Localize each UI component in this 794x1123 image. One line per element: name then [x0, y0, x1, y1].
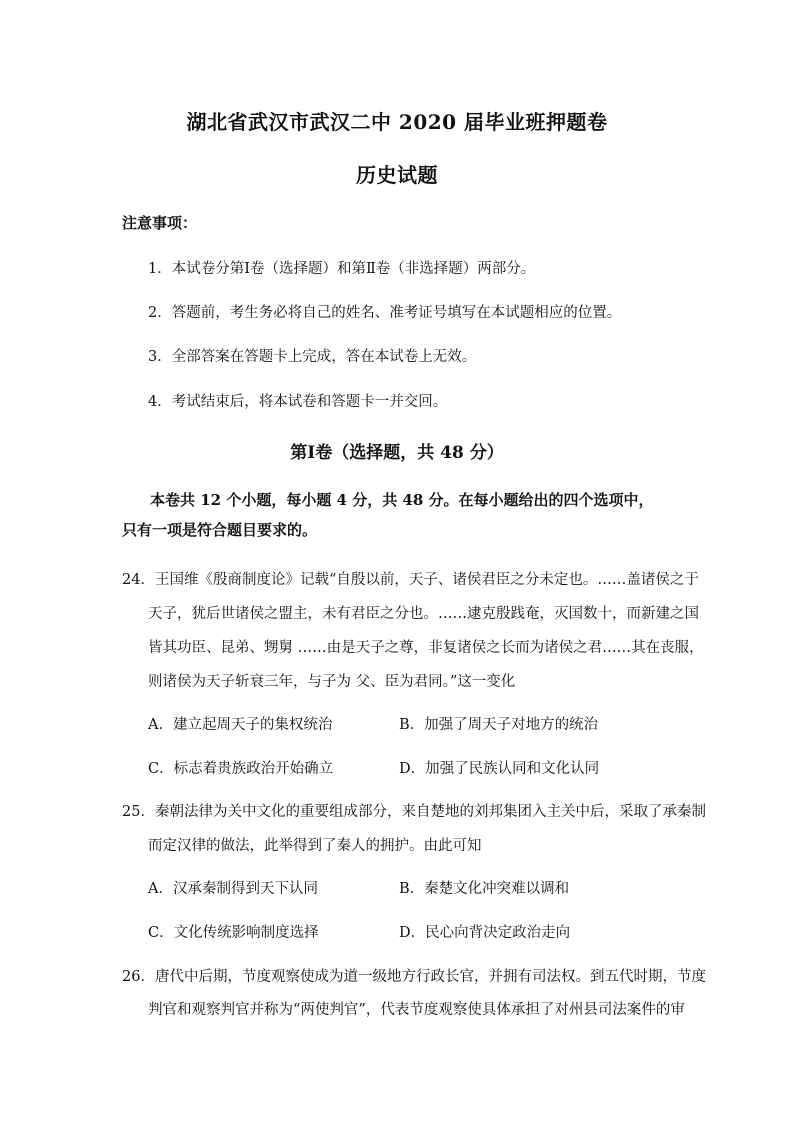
section-intro-line: 本卷共 12 个小题，每小题 4 分，共 48 分。在每小题给出的四个选项中，: [150, 491, 654, 509]
question-25-line: 而定汉律的做法，此举得到了秦人的拥护。由此可知: [148, 838, 482, 854]
question-25-option-c: C．文化传统影响制度选择: [148, 925, 319, 941]
question-25-option-b: B．秦楚文化冲突难以调和: [399, 881, 570, 897]
note-item: 1．本试卷分第Ⅰ卷（选择题）和第Ⅱ卷（非选择题）两部分。: [148, 261, 536, 277]
question-26-line: 判官和观察判官并称为“两使判官”，代表节度观察使具体承担了对州县司法案件的审: [148, 1002, 685, 1018]
section-title: 第Ⅰ卷（选择题，共 48 分）: [290, 443, 504, 463]
exam-subtitle: 历史试题: [356, 163, 438, 187]
note-item: 4．考试结束后，将本试卷和答题卡一并交回。: [148, 394, 448, 410]
note-item: 2．答题前，考生务必将自己的姓名、准考证号填写在本试题相应的位置。: [148, 305, 622, 321]
question-24-line: 皆其功臣、昆弟、甥舅 ……由是天子之尊，非复诸侯之长而为诸侯之君……其在丧服，: [148, 640, 704, 656]
question-24-line: 则诸侯为天子斩衰三年，与子为 父、臣为君同。”这一变化: [148, 674, 516, 690]
question-24-line: 24．王国维《殷商制度论》记载“自殷以前，天子、诸侯君臣之分未定也。……盖诸侯之于: [122, 572, 699, 588]
note-item: 3．全部答案在答题卡上完成，答在本试卷上无效。: [148, 349, 477, 365]
question-24-line: 天子，犹后世诸侯之盟主，未有君臣之分也。……逮克殷践奄，灭国数十，而新建之国: [148, 606, 699, 622]
question-26-line: 26．唐代中后期，节度观察使成为道一级地方行政长官，并拥有司法权。到五代时期，节度: [122, 969, 706, 985]
question-24-option-a: A．建立起周天子的集权统治: [148, 717, 333, 733]
question-25-option-d: D．民心向背决定政治走向: [399, 925, 571, 941]
notes-heading: 注意事项：: [122, 214, 198, 232]
question-25-line: 25．秦朝法律为关中文化的重要组成部分，来自楚地的刘邦集团入主关中后，采取了承秦制: [122, 804, 706, 820]
exam-title: 湖北省武汉市武汉二中 2020 届毕业班押题卷: [186, 110, 608, 134]
question-24-option-c: C．标志着贵族政治开始确立: [148, 761, 334, 777]
question-24-option-b: B．加强了周天子对地方的统治: [399, 717, 599, 733]
section-intro-line: 只有一项是符合题目要求的。: [122, 521, 318, 539]
question-25-option-a: A．汉承秦制得到天下认同: [148, 881, 318, 897]
question-24-option-d: D．加强了民族认同和文化认同: [399, 761, 600, 777]
